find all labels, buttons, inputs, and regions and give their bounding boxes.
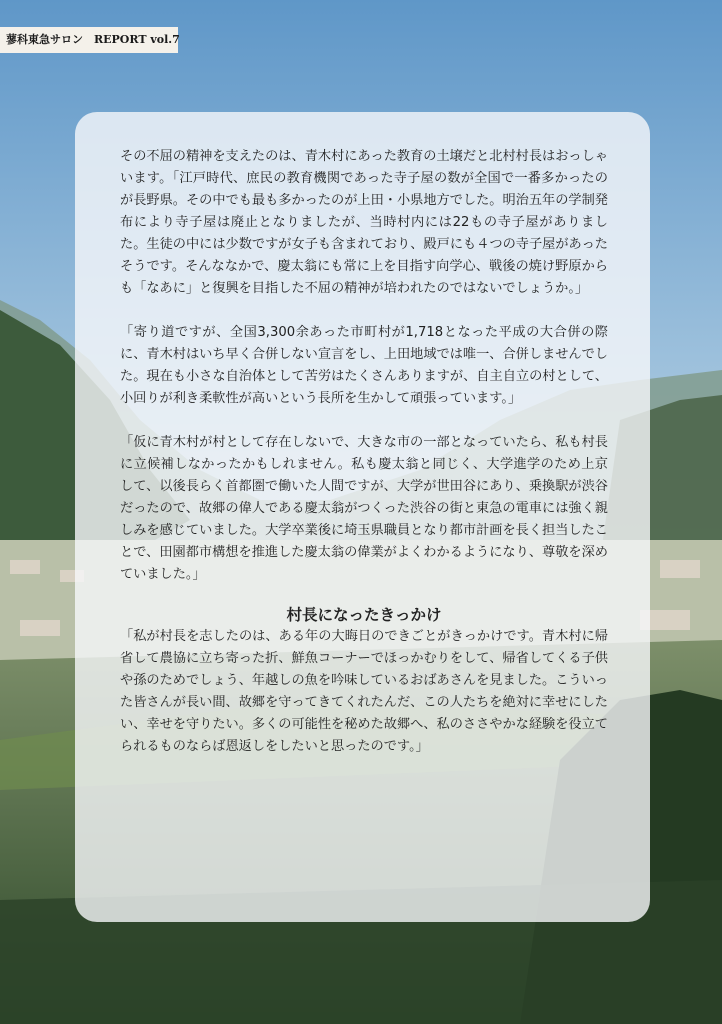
report-header-tag: 蓼科東急サロン REPORT vol.7 [0, 27, 178, 53]
article-paragraph: 「寄り道ですが、全国3,300余あった市町村が1,718となった平成の大合併の際に、青木村はいち早く合併しない宣言をし、上田地域では唯一、合併しませんでした。現在も小さな自治体として苦労はたくさんありますが、自主自立の村として、小回りが利き柔軟性が高いという長所を生かして頑張っています。」 [120, 325, 608, 406]
article-paragraph: 「仮に青木村が村として存在しないで、大きな市の一部となっていたら、私も村長に立候補しなかったかもしれません。私も慶太翁と同じく、大学進学のため上京して、以後長らく首都圏で働いた人間ですが、大学が世田谷にあり、乗換駅が渋谷だったので、故郷の偉人である慶太翁がつくった渋谷の街と東急の電車には強く親しみを感じていました。大学卒業後に埼玉県職員となり都市計画を長く担当したことで、田園都市構想を推進した慶太翁の偉業がよくわかるようになり、尊敬を深めていました。」 [120, 435, 608, 582]
section-subheading: 村長になったきっかけ [286, 606, 442, 624]
article-body [120, 146, 608, 758]
article-paragraph: 「私が村長を志したのは、ある年の大晦日のできごとがきっかけです。青木村に帰省して農協に立ち寄った折、鮮魚コーナーでほっかむりをして、帰省してくる子供や孫のためでしょう、年越しの魚を吟味しているおばあさんを見ました。こういった皆さんが長い間、故郷を守ってきてくれたんだ、この人たちを絶対に幸せにしたい、幸せを守りたい。多くの可能性を秘めた故郷へ、私のささやかな経験を役立てられるものならば恩返しをしたいと思ったのです。」 [120, 629, 608, 754]
article-paragraph: その不屈の精神を支えたのは、青木村にあった教育の土壌だと北村村長はおっしゃいます。「江戸時代、庶民の教育機関であった寺子屋の数が全国で一番多かったのが長野県。その中でも最も多かったのが上田・小県地方でした。明治五年の学制発布により寺子屋は廃止となりましたが、当時村内には22もの寺子屋がありました。生徒の中には少数ですが女子も含まれており、殿戸にも４つの寺子屋があったそうです。そんななかで、慶太翁にも常に上を目指す向学心、戦後の焼け野原からも「なあに」と復興を目指した不屈の精神が培われたのではないでしょうか。」 [120, 149, 608, 296]
